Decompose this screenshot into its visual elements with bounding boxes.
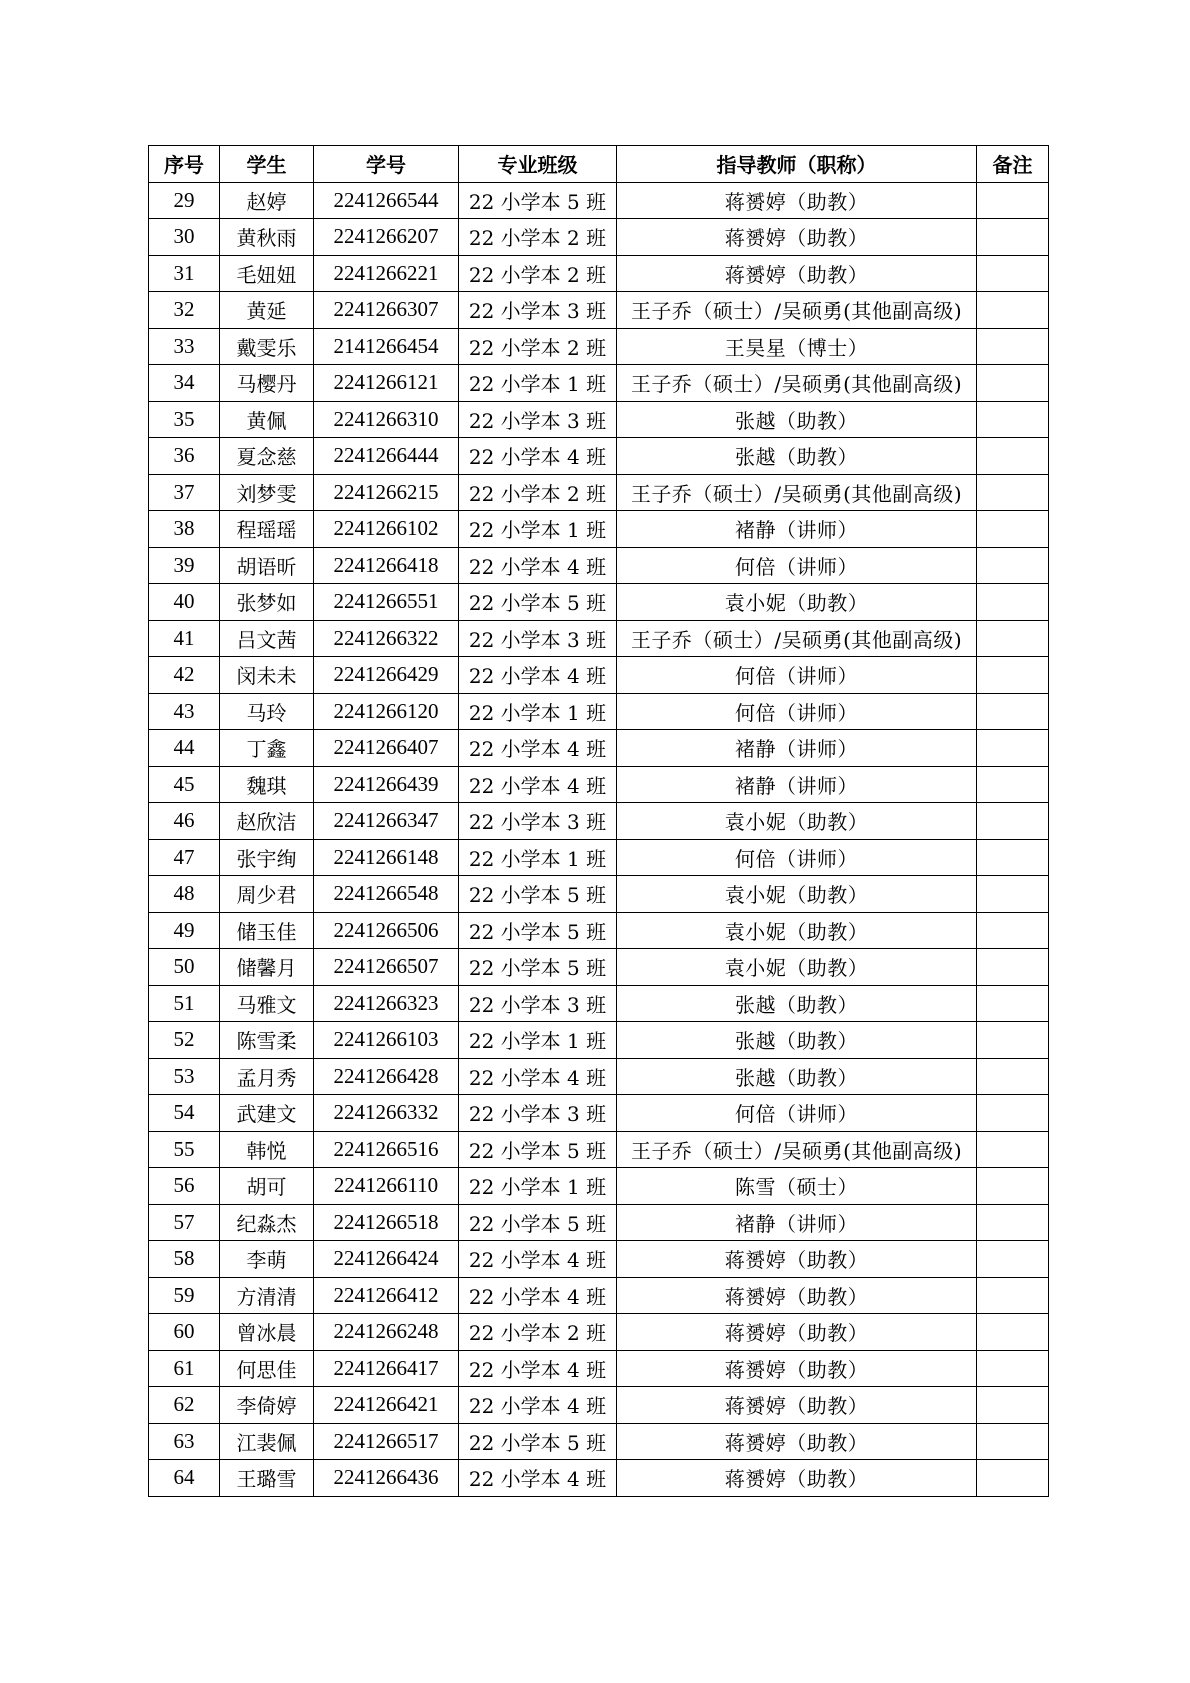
- cell-student-id: 2241266516: [314, 1131, 459, 1168]
- cell-advisor: 王子乔（硕士）/吴硕勇(其他副高级): [617, 1131, 977, 1168]
- cell-index: 64: [149, 1460, 220, 1497]
- cell-class: 22 小学本 1 班: [459, 365, 617, 402]
- cell-index: 52: [149, 1022, 220, 1059]
- header-index: 序号: [149, 146, 220, 183]
- cell-class: 22 小学本 2 班: [459, 255, 617, 292]
- cell-class: 22 小学本 4 班: [459, 657, 617, 694]
- cell-remarks: [977, 438, 1049, 475]
- table-row: [149, 1168, 1049, 1205]
- cell-index: 40: [149, 584, 220, 621]
- cell-student-id: 2241266518: [314, 1204, 459, 1241]
- cell-class: 22 小学本 5 班: [459, 1131, 617, 1168]
- cell-class: 22 小学本 1 班: [459, 1168, 617, 1205]
- cell-student-id: 2241266121: [314, 365, 459, 402]
- cell-index: 57: [149, 1204, 220, 1241]
- table-row: [149, 1277, 1049, 1314]
- cell-class: 22 小学本 4 班: [459, 1387, 617, 1424]
- cell-student-id: 2241266417: [314, 1350, 459, 1387]
- table-row: [149, 401, 1049, 438]
- table-row: [149, 693, 1049, 730]
- cell-advisor: 王子乔（硕士）/吴硕勇(其他副高级): [617, 365, 977, 402]
- student-advisor-table-page: [148, 145, 1048, 1497]
- cell-class: 22 小学本 5 班: [459, 949, 617, 986]
- cell-student-name: 胡语昕: [220, 547, 314, 584]
- cell-student-name: 马玲: [220, 693, 314, 730]
- cell-student-id: 2241266436: [314, 1460, 459, 1497]
- cell-student-name: 张宇绚: [220, 839, 314, 876]
- cell-remarks: [977, 1131, 1049, 1168]
- cell-index: 51: [149, 985, 220, 1022]
- cell-student-name: 李倚婷: [220, 1387, 314, 1424]
- cell-student-id: 2241266429: [314, 657, 459, 694]
- cell-remarks: [977, 876, 1049, 913]
- cell-class: 22 小学本 3 班: [459, 803, 617, 840]
- cell-index: 47: [149, 839, 220, 876]
- cell-remarks: [977, 1387, 1049, 1424]
- cell-remarks: [977, 949, 1049, 986]
- cell-remarks: [977, 1314, 1049, 1351]
- cell-remarks: [977, 292, 1049, 329]
- table-row: [149, 730, 1049, 767]
- cell-advisor: 王子乔（硕士）/吴硕勇(其他副高级): [617, 620, 977, 657]
- cell-student-name: 程瑶瑶: [220, 511, 314, 548]
- cell-student-id: 2241266544: [314, 182, 459, 219]
- table-row: [149, 839, 1049, 876]
- cell-student-id: 2241266120: [314, 693, 459, 730]
- cell-class: 22 小学本 5 班: [459, 1204, 617, 1241]
- table-row: [149, 255, 1049, 292]
- cell-remarks: [977, 1460, 1049, 1497]
- cell-class: 22 小学本 2 班: [459, 328, 617, 365]
- cell-advisor: 褚静（讲师）: [617, 1204, 977, 1241]
- cell-student-name: 黄延: [220, 292, 314, 329]
- cell-index: 61: [149, 1350, 220, 1387]
- cell-remarks: [977, 511, 1049, 548]
- cell-student-id: 2241266418: [314, 547, 459, 584]
- cell-student-name: 孟月秀: [220, 1058, 314, 1095]
- cell-remarks: [977, 255, 1049, 292]
- cell-advisor: 袁小妮（助教）: [617, 912, 977, 949]
- cell-remarks: [977, 1095, 1049, 1132]
- cell-index: 58: [149, 1241, 220, 1278]
- table-row: [149, 474, 1049, 511]
- cell-student-name: 吕文茜: [220, 620, 314, 657]
- cell-class: 22 小学本 1 班: [459, 839, 617, 876]
- cell-index: 44: [149, 730, 220, 767]
- cell-remarks: [977, 219, 1049, 256]
- table-row: [149, 365, 1049, 402]
- cell-index: 38: [149, 511, 220, 548]
- table-body: [149, 182, 1049, 1496]
- header-student: 学生: [220, 146, 314, 183]
- cell-class: 22 小学本 4 班: [459, 438, 617, 475]
- cell-remarks: [977, 657, 1049, 694]
- cell-student-id: 2241266517: [314, 1423, 459, 1460]
- cell-remarks: [977, 1350, 1049, 1387]
- cell-advisor: 何倍（讲师）: [617, 693, 977, 730]
- cell-remarks: [977, 1022, 1049, 1059]
- cell-class: 22 小学本 1 班: [459, 511, 617, 548]
- cell-advisor: 何倍（讲师）: [617, 657, 977, 694]
- cell-advisor: 王子乔（硕士）/吴硕勇(其他副高级): [617, 474, 977, 511]
- cell-class: 22 小学本 4 班: [459, 1058, 617, 1095]
- cell-advisor: 袁小妮（助教）: [617, 584, 977, 621]
- cell-student-name: 马樱丹: [220, 365, 314, 402]
- cell-student-id: 2241266207: [314, 219, 459, 256]
- cell-student-name: 方清清: [220, 1277, 314, 1314]
- table-row: [149, 1241, 1049, 1278]
- cell-student-id: 2241266439: [314, 766, 459, 803]
- cell-advisor: 褚静（讲师）: [617, 766, 977, 803]
- cell-index: 37: [149, 474, 220, 511]
- cell-advisor: 张越（助教）: [617, 401, 977, 438]
- cell-advisor: 蒋赟婷（助教）: [617, 1350, 977, 1387]
- cell-student-id: 2241266323: [314, 985, 459, 1022]
- cell-advisor: 蒋赟婷（助教）: [617, 1314, 977, 1351]
- table-row: [149, 1387, 1049, 1424]
- cell-student-name: 江裴佩: [220, 1423, 314, 1460]
- cell-advisor: 王昊星（博士）: [617, 328, 977, 365]
- cell-student-name: 毛妞妞: [220, 255, 314, 292]
- cell-index: 32: [149, 292, 220, 329]
- table-row: [149, 511, 1049, 548]
- cell-index: 63: [149, 1423, 220, 1460]
- cell-remarks: [977, 182, 1049, 219]
- cell-student-name: 闵未未: [220, 657, 314, 694]
- table-row: [149, 766, 1049, 803]
- table-row: [149, 328, 1049, 365]
- table-row: [149, 438, 1049, 475]
- cell-index: 39: [149, 547, 220, 584]
- cell-advisor: 袁小妮（助教）: [617, 949, 977, 986]
- cell-advisor: 褚静（讲师）: [617, 730, 977, 767]
- table-row: [149, 1204, 1049, 1241]
- cell-class: 22 小学本 1 班: [459, 1022, 617, 1059]
- table-row: [149, 1131, 1049, 1168]
- cell-student-id: 2241266412: [314, 1277, 459, 1314]
- cell-class: 22 小学本 3 班: [459, 292, 617, 329]
- header-student-id: 学号: [314, 146, 459, 183]
- cell-remarks: [977, 1241, 1049, 1278]
- table-row: [149, 1423, 1049, 1460]
- table-row: [149, 876, 1049, 913]
- cell-class: 22 小学本 3 班: [459, 620, 617, 657]
- cell-remarks: [977, 365, 1049, 402]
- cell-student-name: 赵欣洁: [220, 803, 314, 840]
- cell-advisor: 蒋赟婷（助教）: [617, 1241, 977, 1278]
- cell-student-id: 2241266148: [314, 839, 459, 876]
- cell-index: 36: [149, 438, 220, 475]
- cell-student-name: 王璐雪: [220, 1460, 314, 1497]
- cell-index: 62: [149, 1387, 220, 1424]
- cell-class: 22 小学本 4 班: [459, 1350, 617, 1387]
- cell-student-id: 2241266551: [314, 584, 459, 621]
- table-row: [149, 912, 1049, 949]
- cell-remarks: [977, 474, 1049, 511]
- cell-remarks: [977, 766, 1049, 803]
- cell-advisor: 蒋赟婷（助教）: [617, 1277, 977, 1314]
- cell-index: 60: [149, 1314, 220, 1351]
- cell-index: 50: [149, 949, 220, 986]
- cell-student-name: 陈雪柔: [220, 1022, 314, 1059]
- cell-student-name: 丁鑫: [220, 730, 314, 767]
- cell-class: 22 小学本 1 班: [459, 693, 617, 730]
- cell-remarks: [977, 839, 1049, 876]
- table-row: [149, 1350, 1049, 1387]
- cell-index: 41: [149, 620, 220, 657]
- cell-student-id: 2241266215: [314, 474, 459, 511]
- cell-student-name: 黄秋雨: [220, 219, 314, 256]
- cell-student-name: 马雅文: [220, 985, 314, 1022]
- cell-class: 22 小学本 5 班: [459, 182, 617, 219]
- cell-class: 22 小学本 4 班: [459, 766, 617, 803]
- table-row: [149, 1058, 1049, 1095]
- table-row: [149, 803, 1049, 840]
- cell-advisor: 蒋赟婷（助教）: [617, 255, 977, 292]
- cell-class: 22 小学本 2 班: [459, 219, 617, 256]
- cell-student-id: 2241266322: [314, 620, 459, 657]
- cell-class: 22 小学本 3 班: [459, 1095, 617, 1132]
- cell-advisor: 袁小妮（助教）: [617, 803, 977, 840]
- cell-student-name: 周少君: [220, 876, 314, 913]
- header-class: 专业班级: [459, 146, 617, 183]
- cell-student-name: 纪淼杰: [220, 1204, 314, 1241]
- cell-class: 22 小学本 4 班: [459, 730, 617, 767]
- cell-advisor: 蒋赟婷（助教）: [617, 1387, 977, 1424]
- cell-advisor: 张越（助教）: [617, 1022, 977, 1059]
- cell-class: 22 小学本 3 班: [459, 985, 617, 1022]
- cell-remarks: [977, 693, 1049, 730]
- cell-index: 45: [149, 766, 220, 803]
- cell-remarks: [977, 620, 1049, 657]
- cell-student-id: 2241266103: [314, 1022, 459, 1059]
- cell-remarks: [977, 401, 1049, 438]
- cell-student-id: 2241266407: [314, 730, 459, 767]
- cell-advisor: 何倍（讲师）: [617, 1095, 977, 1132]
- cell-remarks: [977, 985, 1049, 1022]
- cell-student-name: 储馨月: [220, 949, 314, 986]
- cell-class: 22 小学本 5 班: [459, 1423, 617, 1460]
- table-row: [149, 1460, 1049, 1497]
- cell-advisor: 蒋赟婷（助教）: [617, 1460, 977, 1497]
- table-row: [149, 949, 1049, 986]
- cell-remarks: [977, 803, 1049, 840]
- cell-advisor: 袁小妮（助教）: [617, 876, 977, 913]
- table-row: [149, 219, 1049, 256]
- table-row: [149, 1314, 1049, 1351]
- table-row: [149, 584, 1049, 621]
- cell-student-id: 2241266102: [314, 511, 459, 548]
- cell-index: 55: [149, 1131, 220, 1168]
- cell-student-id: 2241266548: [314, 876, 459, 913]
- cell-class: 22 小学本 4 班: [459, 1277, 617, 1314]
- cell-advisor: 蒋赟婷（助教）: [617, 219, 977, 256]
- cell-remarks: [977, 1423, 1049, 1460]
- table-row: [149, 657, 1049, 694]
- cell-remarks: [977, 1168, 1049, 1205]
- cell-remarks: [977, 730, 1049, 767]
- cell-student-id: 2241266428: [314, 1058, 459, 1095]
- cell-student-name: 曾冰晨: [220, 1314, 314, 1351]
- cell-advisor: 陈雪（硕士）: [617, 1168, 977, 1205]
- cell-index: 46: [149, 803, 220, 840]
- cell-student-name: 黄佩: [220, 401, 314, 438]
- table-header-row: [149, 146, 1049, 183]
- cell-student-id: 2241266347: [314, 803, 459, 840]
- cell-index: 33: [149, 328, 220, 365]
- cell-class: 22 小学本 5 班: [459, 912, 617, 949]
- cell-index: 34: [149, 365, 220, 402]
- cell-class: 22 小学本 4 班: [459, 547, 617, 584]
- table-row: [149, 1095, 1049, 1132]
- cell-student-id: 2241266444: [314, 438, 459, 475]
- cell-remarks: [977, 1058, 1049, 1095]
- cell-advisor: 何倍（讲师）: [617, 547, 977, 584]
- cell-index: 48: [149, 876, 220, 913]
- cell-class: 22 小学本 3 班: [459, 401, 617, 438]
- cell-student-name: 何思佳: [220, 1350, 314, 1387]
- cell-remarks: [977, 1277, 1049, 1314]
- cell-student-name: 胡可: [220, 1168, 314, 1205]
- cell-remarks: [977, 1204, 1049, 1241]
- cell-student-id: 2241266248: [314, 1314, 459, 1351]
- cell-class: 22 小学本 2 班: [459, 474, 617, 511]
- cell-advisor: 褚静（讲师）: [617, 511, 977, 548]
- table-row: [149, 1022, 1049, 1059]
- header-remarks: 备注: [977, 146, 1049, 183]
- student-advisor-table: [148, 145, 1049, 1497]
- cell-student-name: 夏念慈: [220, 438, 314, 475]
- cell-remarks: [977, 547, 1049, 584]
- cell-index: 53: [149, 1058, 220, 1095]
- cell-student-name: 赵婷: [220, 182, 314, 219]
- cell-remarks: [977, 328, 1049, 365]
- cell-advisor: 蒋赟婷（助教）: [617, 182, 977, 219]
- cell-advisor: 张越（助教）: [617, 985, 977, 1022]
- cell-student-name: 戴雯乐: [220, 328, 314, 365]
- cell-class: 22 小学本 4 班: [459, 1460, 617, 1497]
- cell-remarks: [977, 584, 1049, 621]
- cell-student-name: 张梦如: [220, 584, 314, 621]
- cell-student-id: 2141266454: [314, 328, 459, 365]
- table-row: [149, 985, 1049, 1022]
- table-row: [149, 547, 1049, 584]
- cell-class: 22 小学本 5 班: [459, 584, 617, 621]
- cell-index: 42: [149, 657, 220, 694]
- cell-student-name: 刘梦雯: [220, 474, 314, 511]
- table-row: [149, 182, 1049, 219]
- cell-advisor: 王子乔（硕士）/吴硕勇(其他副高级): [617, 292, 977, 329]
- cell-advisor: 张越（助教）: [617, 438, 977, 475]
- cell-index: 31: [149, 255, 220, 292]
- cell-student-id: 2241266310: [314, 401, 459, 438]
- cell-student-id: 2241266421: [314, 1387, 459, 1424]
- cell-student-id: 2241266110: [314, 1168, 459, 1205]
- cell-class: 22 小学本 5 班: [459, 876, 617, 913]
- cell-index: 29: [149, 182, 220, 219]
- cell-index: 56: [149, 1168, 220, 1205]
- cell-remarks: [977, 912, 1049, 949]
- table-row: [149, 292, 1049, 329]
- cell-student-name: 储玉佳: [220, 912, 314, 949]
- cell-index: 43: [149, 693, 220, 730]
- table-row: [149, 620, 1049, 657]
- cell-index: 30: [149, 219, 220, 256]
- cell-student-name: 武建文: [220, 1095, 314, 1132]
- cell-advisor: 何倍（讲师）: [617, 839, 977, 876]
- cell-class: 22 小学本 2 班: [459, 1314, 617, 1351]
- cell-student-name: 韩悦: [220, 1131, 314, 1168]
- cell-student-name: 李萌: [220, 1241, 314, 1278]
- header-advisor: 指导教师（职称）: [617, 146, 977, 183]
- cell-student-id: 2241266332: [314, 1095, 459, 1132]
- cell-student-id: 2241266307: [314, 292, 459, 329]
- cell-advisor: 张越（助教）: [617, 1058, 977, 1095]
- cell-student-name: 魏琪: [220, 766, 314, 803]
- cell-advisor: 蒋赟婷（助教）: [617, 1423, 977, 1460]
- cell-student-id: 2241266507: [314, 949, 459, 986]
- cell-student-id: 2241266221: [314, 255, 459, 292]
- cell-index: 35: [149, 401, 220, 438]
- cell-index: 49: [149, 912, 220, 949]
- cell-student-id: 2241266506: [314, 912, 459, 949]
- cell-class: 22 小学本 4 班: [459, 1241, 617, 1278]
- cell-student-id: 2241266424: [314, 1241, 459, 1278]
- cell-index: 54: [149, 1095, 220, 1132]
- cell-index: 59: [149, 1277, 220, 1314]
